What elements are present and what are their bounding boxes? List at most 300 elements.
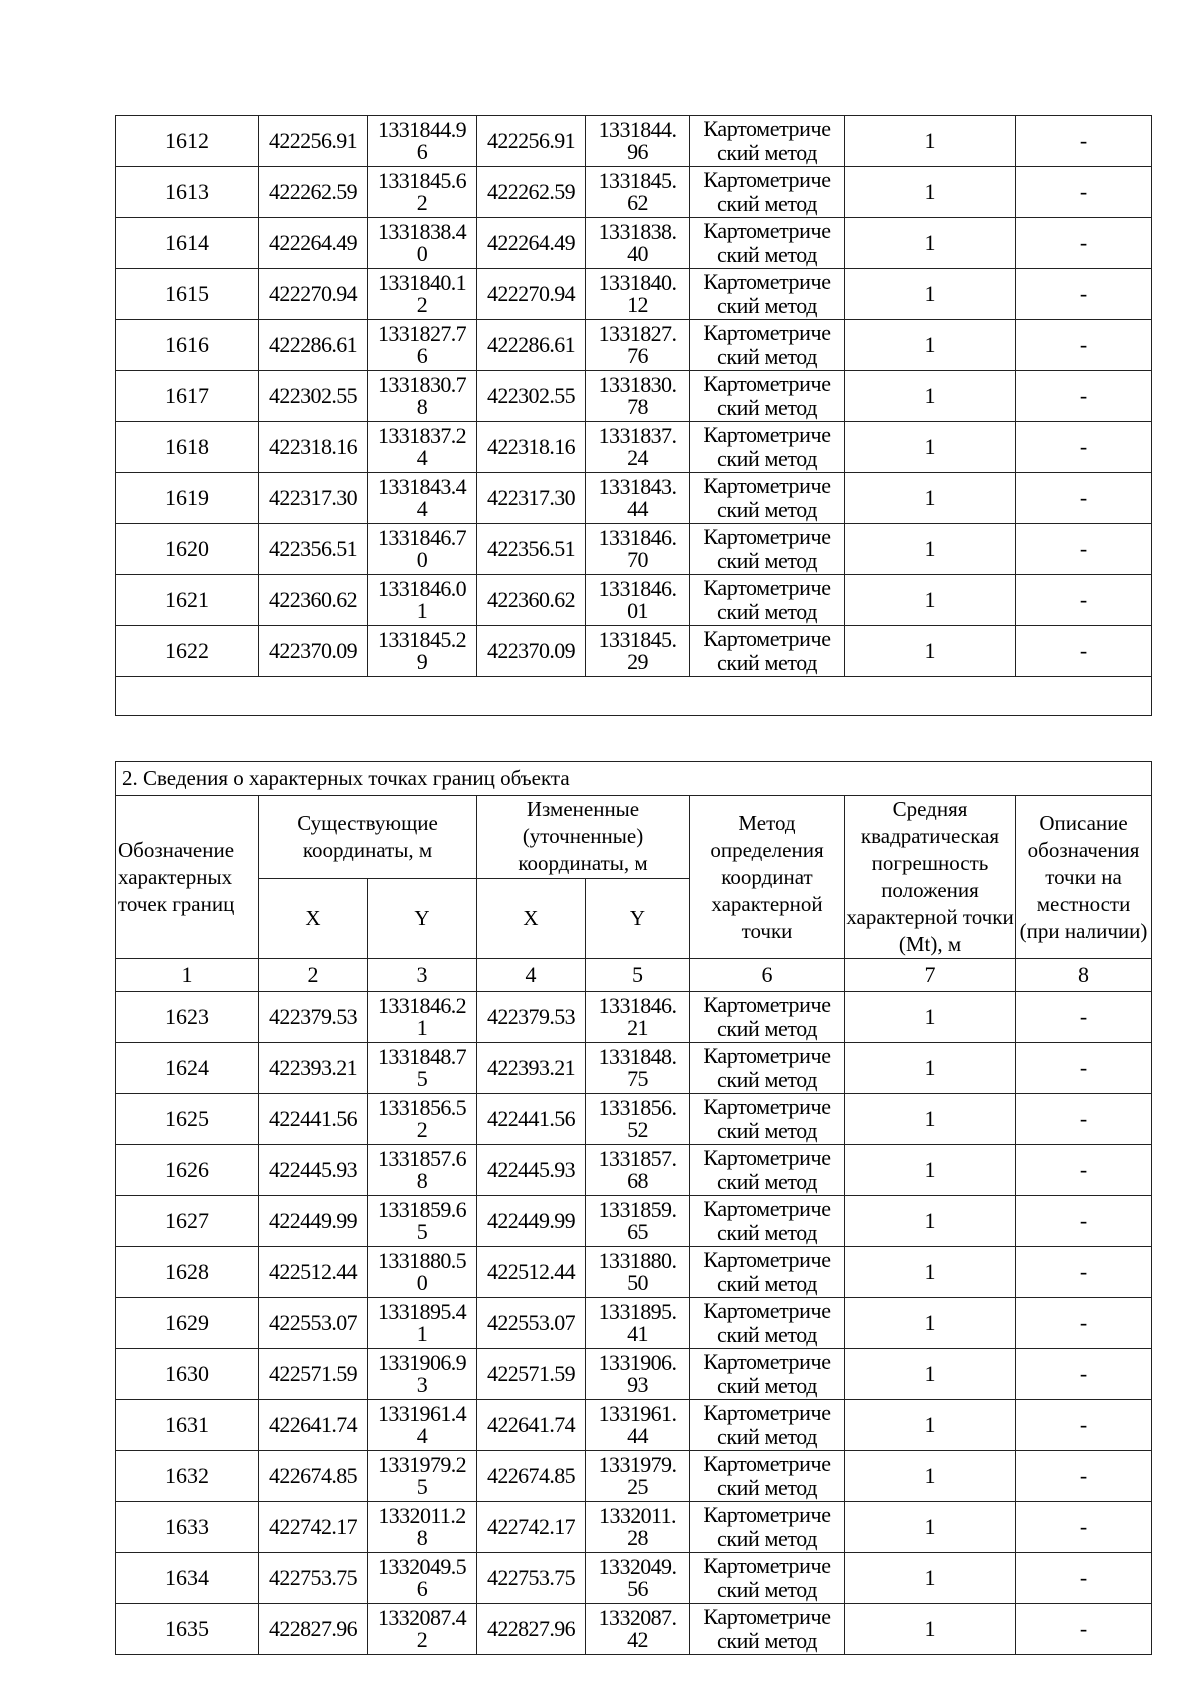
header-existing-coordinates: Существующие координаты, м — [259, 796, 477, 879]
changed-x: 422356.51 — [477, 524, 586, 575]
method-line2: ский метод — [716, 1169, 818, 1194]
method-line2: ский метод — [716, 1628, 818, 1653]
changed-y-line1: 1331880. — [598, 1248, 677, 1273]
existing-x: 422441.56 — [259, 1094, 368, 1145]
existing-y — [368, 116, 477, 167]
changed-x: 422264.49 — [477, 218, 586, 269]
description-cell: - — [1016, 1502, 1152, 1553]
changed-x: 422674.85 — [477, 1451, 586, 1502]
changed-x: 422370.09 — [477, 626, 586, 677]
method-cell — [690, 1400, 845, 1451]
point-number: 1616 — [116, 320, 259, 371]
changed-y — [586, 524, 690, 575]
existing-y — [368, 1400, 477, 1451]
changed-y-line2: 56 — [627, 1576, 648, 1601]
existing-x: 422356.51 — [259, 524, 368, 575]
existing-y-line2: 2 — [416, 190, 428, 215]
changed-y-line1: 1331859. — [598, 1197, 677, 1222]
accuracy-cell: 1 — [845, 422, 1016, 473]
existing-y — [368, 524, 477, 575]
method-line1: Картометриче — [703, 1553, 831, 1578]
existing-y-line1: 1331856.5 — [377, 1095, 467, 1120]
changed-y — [586, 167, 690, 218]
changed-y-line2: 40 — [627, 241, 648, 266]
changed-y — [586, 992, 690, 1043]
table-row — [116, 269, 1152, 320]
changed-y-line2: 42 — [627, 1627, 648, 1652]
changed-y-line2: 78 — [627, 394, 648, 419]
changed-y — [586, 1451, 690, 1502]
changed-y — [586, 371, 690, 422]
changed-x: 422742.17 — [477, 1502, 586, 1553]
method-line1: Картометриче — [703, 1043, 831, 1068]
changed-y-line1: 1331961. — [598, 1401, 677, 1426]
description-cell: - — [1016, 524, 1152, 575]
changed-y-line1: 1332049. — [598, 1554, 677, 1579]
accuracy-cell: 1 — [845, 1247, 1016, 1298]
changed-y — [586, 575, 690, 626]
point-number: 1631 — [116, 1400, 259, 1451]
existing-y — [368, 1553, 477, 1604]
changed-y — [586, 218, 690, 269]
description-cell: - — [1016, 1604, 1152, 1655]
existing-y-line1: 1331846.0 — [377, 576, 467, 601]
existing-y — [368, 269, 477, 320]
changed-x: 422449.99 — [477, 1196, 586, 1247]
point-number: 1617 — [116, 371, 259, 422]
point-number: 1618 — [116, 422, 259, 473]
method-cell — [690, 473, 845, 524]
header-accuracy: Средняя квадратическая погрешность положения характерной точки (Mt), м — [845, 796, 1016, 959]
method-line2: ский метод — [716, 242, 818, 267]
point-number: 1632 — [116, 1451, 259, 1502]
changed-y-line1: 1331845. — [598, 168, 677, 193]
table-row — [116, 116, 1152, 167]
method-line2: ский метод — [716, 1373, 818, 1398]
method-line2: ский метод — [716, 446, 818, 471]
existing-y-line2: 4 — [416, 1423, 428, 1448]
points-table-continued-body — [116, 116, 1152, 677]
description-cell: - — [1016, 1043, 1152, 1094]
accuracy-cell: 1 — [845, 1553, 1016, 1604]
method-line1: Картометриче — [703, 992, 831, 1017]
table-empty-row — [116, 677, 1152, 716]
empty-cell — [116, 677, 1152, 716]
table-row — [116, 626, 1152, 677]
existing-y-line1: 1331845.6 — [377, 168, 467, 193]
table-row — [116, 1196, 1152, 1247]
changed-x: 422379.53 — [477, 992, 586, 1043]
table-row — [116, 371, 1152, 422]
description-cell: - — [1016, 269, 1152, 320]
method-cell — [690, 167, 845, 218]
method-line1: Картометриче — [703, 1298, 831, 1323]
existing-y — [368, 1298, 477, 1349]
accuracy-cell: 1 — [845, 1043, 1016, 1094]
method-line1: Картометриче — [703, 1604, 831, 1629]
method-line1: Картометриче — [703, 269, 831, 294]
existing-x: 422264.49 — [259, 218, 368, 269]
method-cell — [690, 1451, 845, 1502]
existing-y — [368, 422, 477, 473]
method-line1: Картометриче — [703, 524, 831, 549]
point-number: 1633 — [116, 1502, 259, 1553]
existing-y-line2: 5 — [416, 1474, 428, 1499]
method-cell — [690, 116, 845, 167]
method-line2: ский метод — [716, 650, 818, 675]
method-line2: ский метод — [716, 1067, 818, 1092]
description-cell: - — [1016, 1451, 1152, 1502]
method-cell — [690, 320, 845, 371]
changed-x: 422553.07 — [477, 1298, 586, 1349]
header-row-1 — [116, 796, 1152, 879]
changed-y — [586, 422, 690, 473]
point-number: 1615 — [116, 269, 259, 320]
existing-y-line1: 1332011.2 — [378, 1503, 466, 1528]
table-row — [116, 218, 1152, 269]
boundary-points-table — [115, 761, 1152, 1655]
existing-y-line2: 8 — [416, 1525, 428, 1550]
changed-y-line1: 1331840. — [598, 270, 677, 295]
method-line1: Картометриче — [703, 167, 831, 192]
existing-x: 422270.94 — [259, 269, 368, 320]
changed-y-line1: 1331895. — [598, 1299, 677, 1324]
method-cell — [690, 422, 845, 473]
description-cell: - — [1016, 1400, 1152, 1451]
existing-y-line1: 1332049.5 — [377, 1554, 467, 1579]
method-line2: ский метод — [716, 1118, 818, 1143]
table-row — [116, 1553, 1152, 1604]
header-x-changed: X — [477, 878, 586, 959]
changed-y-line2: 24 — [627, 445, 648, 470]
method-line2: ский метод — [716, 1016, 818, 1041]
method-cell — [690, 1247, 845, 1298]
changed-x: 422302.55 — [477, 371, 586, 422]
existing-x: 422742.17 — [259, 1502, 368, 1553]
point-number: 1623 — [116, 992, 259, 1043]
method-line1: Картометриче — [703, 1502, 831, 1527]
changed-x: 422827.96 — [477, 1604, 586, 1655]
existing-y-line1: 1331837.2 — [377, 423, 467, 448]
method-line1: Картометриче — [703, 218, 831, 243]
changed-y-line1: 1331837. — [598, 423, 677, 448]
existing-y-line2: 8 — [416, 1168, 428, 1193]
changed-y — [586, 473, 690, 524]
table-row — [116, 1451, 1152, 1502]
changed-y-line1: 1331857. — [598, 1146, 677, 1171]
changed-y-line2: 12 — [627, 292, 648, 317]
changed-y-line2: 62 — [627, 190, 648, 215]
existing-y-line1: 1331830.7 — [377, 372, 467, 397]
accuracy-cell: 1 — [845, 1451, 1016, 1502]
point-number: 1613 — [116, 167, 259, 218]
existing-x: 422379.53 — [259, 992, 368, 1043]
method-cell — [690, 1502, 845, 1553]
existing-y-line2: 4 — [416, 496, 428, 521]
description-cell: - — [1016, 1094, 1152, 1145]
table-row — [116, 1247, 1152, 1298]
header-y-existing: Y — [368, 878, 477, 959]
description-cell: - — [1016, 626, 1152, 677]
description-cell: - — [1016, 575, 1152, 626]
description-cell: - — [1016, 320, 1152, 371]
existing-y-line2: 9 — [416, 649, 428, 674]
description-cell: - — [1016, 1349, 1152, 1400]
existing-y — [368, 1349, 477, 1400]
existing-y — [368, 1604, 477, 1655]
existing-y — [368, 218, 477, 269]
column-index: 7 — [845, 959, 1016, 992]
changed-x: 422393.21 — [477, 1043, 586, 1094]
accuracy-cell: 1 — [845, 1349, 1016, 1400]
existing-y — [368, 1094, 477, 1145]
existing-y-line2: 1 — [416, 1015, 428, 1040]
method-cell — [690, 1298, 845, 1349]
method-line2: ский метод — [716, 1526, 818, 1551]
method-line1: Картометриче — [703, 1094, 831, 1119]
existing-y-line2: 2 — [416, 292, 428, 317]
changed-y — [586, 269, 690, 320]
point-number: 1614 — [116, 218, 259, 269]
existing-y-line1: 1332087.4 — [377, 1605, 467, 1630]
existing-y-line2: 6 — [416, 343, 428, 368]
changed-y — [586, 1604, 690, 1655]
existing-x: 422393.21 — [259, 1043, 368, 1094]
method-line2: ский метод — [716, 1475, 818, 1500]
existing-x: 422641.74 — [259, 1400, 368, 1451]
method-line1: Картометриче — [703, 575, 831, 600]
description-cell: - — [1016, 1145, 1152, 1196]
changed-y — [586, 1145, 690, 1196]
accuracy-cell: 1 — [845, 1604, 1016, 1655]
point-number: 1628 — [116, 1247, 259, 1298]
existing-y-line1: 1331840.1 — [377, 270, 467, 295]
existing-y-line2: 4 — [416, 445, 428, 470]
accuracy-cell: 1 — [845, 1298, 1016, 1349]
header-changed-coordinates: Измененные (уточненные) координаты, м — [477, 796, 690, 879]
column-index-row — [116, 959, 1152, 992]
method-cell — [690, 1043, 845, 1094]
table-row — [116, 1094, 1152, 1145]
changed-y-line2: 21 — [627, 1015, 648, 1040]
changed-x: 422753.75 — [477, 1553, 586, 1604]
existing-y-line2: 1 — [416, 598, 428, 623]
changed-y — [586, 626, 690, 677]
point-number: 1619 — [116, 473, 259, 524]
existing-y-line1: 1331859.6 — [377, 1197, 467, 1222]
column-index: 6 — [690, 959, 845, 992]
existing-y-line2: 6 — [416, 139, 428, 164]
point-number: 1620 — [116, 524, 259, 575]
accuracy-cell: 1 — [845, 626, 1016, 677]
method-line2: ский метод — [716, 599, 818, 624]
table-row — [116, 473, 1152, 524]
method-line2: ский метод — [716, 191, 818, 216]
method-cell — [690, 1094, 845, 1145]
changed-y — [586, 1247, 690, 1298]
changed-y — [586, 116, 690, 167]
point-number: 1634 — [116, 1553, 259, 1604]
existing-y-line1: 1331846.7 — [377, 525, 467, 550]
accuracy-cell: 1 — [845, 269, 1016, 320]
method-cell — [690, 1196, 845, 1247]
changed-y — [586, 1094, 690, 1145]
table-row — [116, 1604, 1152, 1655]
existing-y — [368, 1247, 477, 1298]
column-index: 3 — [368, 959, 477, 992]
existing-y-line1: 1331895.4 — [377, 1299, 467, 1324]
changed-x: 422512.44 — [477, 1247, 586, 1298]
changed-y-line1: 1332087. — [598, 1605, 677, 1630]
method-line2: ский метод — [716, 548, 818, 573]
table-row — [116, 524, 1152, 575]
changed-y-line2: 44 — [627, 1423, 648, 1448]
existing-x: 422449.99 — [259, 1196, 368, 1247]
existing-y — [368, 1451, 477, 1502]
table-row — [116, 992, 1152, 1043]
existing-y-line2: 0 — [416, 1270, 428, 1295]
changed-y-line2: 29 — [627, 649, 648, 674]
existing-y — [368, 1502, 477, 1553]
method-line2: ский метод — [716, 395, 818, 420]
changed-y-line1: 1331846. — [598, 993, 677, 1018]
description-cell: - — [1016, 1247, 1152, 1298]
changed-y-line1: 1331843. — [598, 474, 677, 499]
existing-y-line2: 0 — [416, 547, 428, 572]
changed-y — [586, 1400, 690, 1451]
changed-x: 422317.30 — [477, 473, 586, 524]
existing-y-line1: 1331979.2 — [377, 1452, 467, 1477]
existing-y — [368, 1145, 477, 1196]
method-line1: Картометриче — [703, 320, 831, 345]
existing-y-line2: 5 — [416, 1066, 428, 1091]
method-line2: ский метод — [716, 1220, 818, 1245]
existing-y-line1: 1331843.4 — [377, 474, 467, 499]
changed-y-line2: 76 — [627, 343, 648, 368]
existing-y-line1: 1331906.9 — [377, 1350, 467, 1375]
table-row — [116, 422, 1152, 473]
method-cell — [690, 371, 845, 422]
points-table-continued — [115, 115, 1152, 716]
accuracy-cell: 1 — [845, 575, 1016, 626]
accuracy-cell: 1 — [845, 1145, 1016, 1196]
changed-y-line1: 1331846. — [598, 525, 677, 550]
table-row — [116, 1043, 1152, 1094]
changed-y-line1: 1331906. — [598, 1350, 677, 1375]
changed-y — [586, 1502, 690, 1553]
existing-y — [368, 1196, 477, 1247]
existing-y — [368, 1043, 477, 1094]
method-line2: ский метод — [716, 293, 818, 318]
accuracy-cell: 1 — [845, 1400, 1016, 1451]
existing-x: 422302.55 — [259, 371, 368, 422]
accuracy-cell: 1 — [845, 524, 1016, 575]
changed-y — [586, 1349, 690, 1400]
existing-x: 422360.62 — [259, 575, 368, 626]
existing-y-line1: 1331827.7 — [377, 321, 467, 346]
point-number: 1630 — [116, 1349, 259, 1400]
accuracy-cell: 1 — [845, 371, 1016, 422]
point-number: 1624 — [116, 1043, 259, 1094]
existing-x: 422827.96 — [259, 1604, 368, 1655]
existing-y — [368, 167, 477, 218]
point-number: 1622 — [116, 626, 259, 677]
point-number: 1627 — [116, 1196, 259, 1247]
method-line1: Картометриче — [703, 1145, 831, 1170]
existing-x: 422256.91 — [259, 116, 368, 167]
description-cell: - — [1016, 992, 1152, 1043]
accuracy-cell: 1 — [845, 473, 1016, 524]
method-line1: Картометриче — [703, 1349, 831, 1374]
table-row — [116, 1400, 1152, 1451]
existing-x: 422674.85 — [259, 1451, 368, 1502]
method-line1: Картометриче — [703, 371, 831, 396]
column-index: 5 — [586, 959, 690, 992]
method-line2: ский метод — [716, 1322, 818, 1347]
column-index: 1 — [116, 959, 259, 992]
table-row — [116, 320, 1152, 371]
point-number: 1612 — [116, 116, 259, 167]
changed-y — [586, 1553, 690, 1604]
method-line1: Картометриче — [703, 626, 831, 651]
changed-x: 422286.61 — [477, 320, 586, 371]
description-cell: - — [1016, 473, 1152, 524]
existing-y — [368, 473, 477, 524]
changed-y-line2: 68 — [627, 1168, 648, 1193]
description-cell: - — [1016, 371, 1152, 422]
changed-x: 422441.56 — [477, 1094, 586, 1145]
changed-y — [586, 1043, 690, 1094]
description-cell: - — [1016, 218, 1152, 269]
method-line1: Картометриче — [703, 116, 831, 141]
changed-y-line2: 93 — [627, 1372, 648, 1397]
existing-y-line1: 1331857.6 — [377, 1146, 467, 1171]
table-title-row — [116, 762, 1152, 796]
changed-y-line2: 75 — [627, 1066, 648, 1091]
method-cell — [690, 218, 845, 269]
changed-x: 422445.93 — [477, 1145, 586, 1196]
existing-x: 422262.59 — [259, 167, 368, 218]
header-y-changed: Y — [586, 878, 690, 959]
changed-y — [586, 320, 690, 371]
existing-y-line2: 0 — [416, 241, 428, 266]
method-cell — [690, 575, 845, 626]
accuracy-cell: 1 — [845, 1196, 1016, 1247]
accuracy-cell: 1 — [845, 167, 1016, 218]
table-row — [116, 1349, 1152, 1400]
method-cell — [690, 1349, 845, 1400]
existing-y-line2: 5 — [416, 1219, 428, 1244]
existing-y-line2: 2 — [416, 1117, 428, 1142]
boundary-points-table-body — [116, 992, 1152, 1655]
method-line2: ский метод — [716, 344, 818, 369]
method-line2: ский метод — [716, 1577, 818, 1602]
point-number: 1626 — [116, 1145, 259, 1196]
changed-y-line2: 52 — [627, 1117, 648, 1142]
changed-x: 422641.74 — [477, 1400, 586, 1451]
existing-y — [368, 371, 477, 422]
description-cell: - — [1016, 1553, 1152, 1604]
existing-y-line1: 1331848.7 — [377, 1044, 467, 1069]
existing-x: 422445.93 — [259, 1145, 368, 1196]
changed-y-line2: 96 — [627, 139, 648, 164]
existing-y-line2: 8 — [416, 394, 428, 419]
point-number: 1635 — [116, 1604, 259, 1655]
method-line2: ский метод — [716, 1271, 818, 1296]
method-line1: Картометриче — [703, 473, 831, 498]
description-cell: - — [1016, 1196, 1152, 1247]
changed-y-line2: 28 — [627, 1525, 648, 1550]
